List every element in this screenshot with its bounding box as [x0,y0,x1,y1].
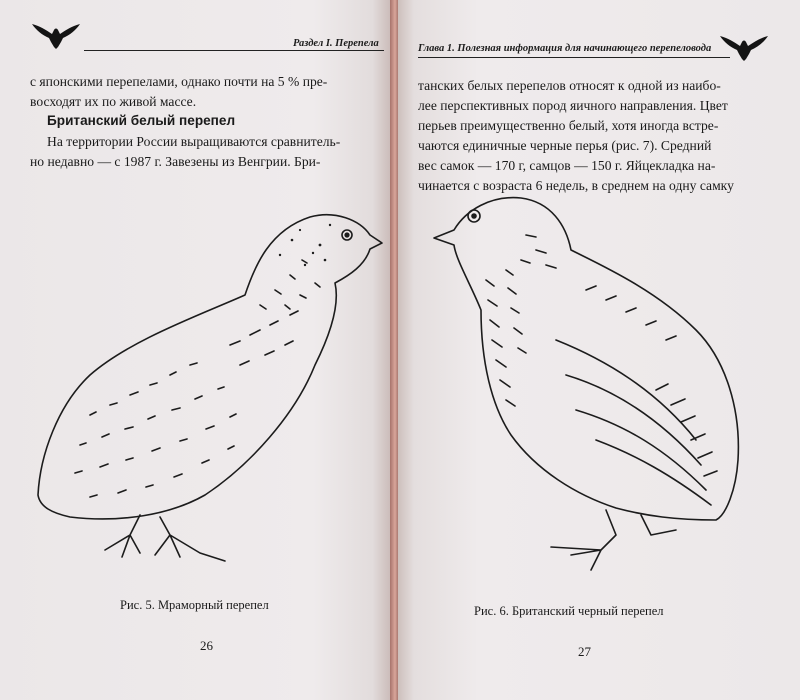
text-line: вес самок — 170 г, самцов — 150 г. Яйцекладка на- [418,158,716,173]
text-line: танских белых перепелов относят к одной из наибо- [418,78,721,93]
section-heading: Британский белый перепел [47,113,236,128]
text-line: лее перспективных пород яичного направления. Цвет [418,98,728,113]
body-text [418,76,768,196]
text-line: На территории России выращиваются сравнитель- [47,134,341,149]
text-line: восходят их по живой массе. [30,94,197,109]
running-head: Глава 1. Полезная информация для начинающего перепеловода [418,43,712,54]
figure-caption: Рис. 6. Британский черный перепел [474,604,664,618]
left-page [0,0,392,700]
bird-silhouette-icon [30,20,82,50]
running-head: Раздел I. Перепела [293,38,379,49]
bird-silhouette-icon [718,32,770,62]
text-line: чинается с возраста 6 недель, в среднем на одну самку [418,178,734,193]
text-line: чаются единичные черные перья (рис. 7). Средний [418,138,712,153]
right-page [398,0,800,700]
page-number: 26 [200,638,213,653]
figure-caption: Рис. 5. Мраморный перепел [120,598,269,612]
body-text-continued [30,72,384,112]
body-text [30,132,384,172]
header-rule [418,57,730,58]
british-black-quail-illustration [426,190,771,585]
page-number: 27 [578,644,591,659]
text-line: с японскими перепелами, однако почти на 5 % пре- [30,74,328,89]
marbled-quail-illustration [30,205,390,585]
text-line: перьев преимущественно белый, хотя иногда встре- [418,118,719,133]
text-line: но недавно — с 1987 г. Завезены из Венгрии. Бри- [30,154,321,169]
header-rule [84,50,384,51]
